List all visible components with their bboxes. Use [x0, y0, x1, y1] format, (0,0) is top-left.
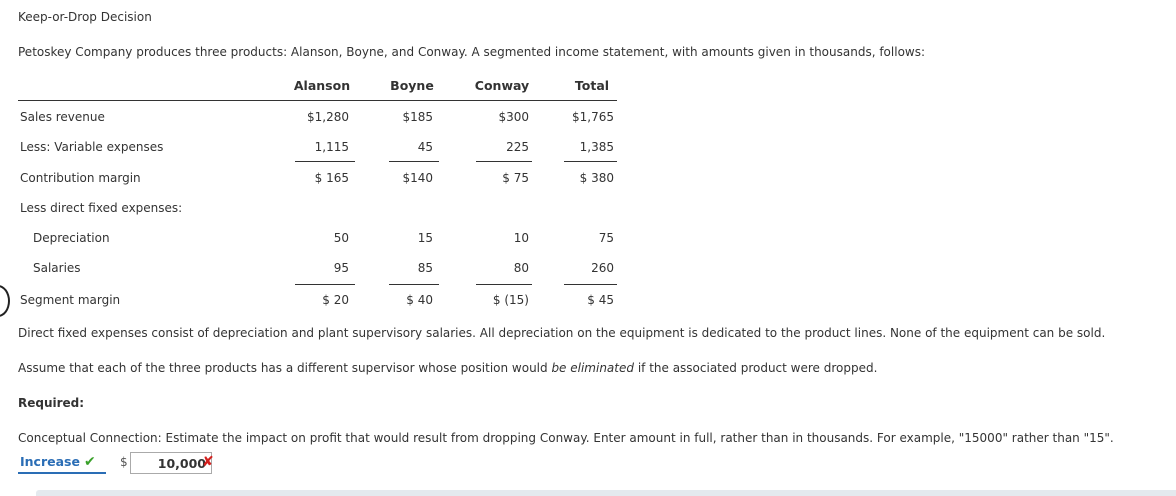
table-cell: 95	[333, 261, 349, 275]
paragraph-supervisor: Assume that each of the three products has a different supervisor whose position would be eliminated if the associated product were dropped.	[18, 361, 878, 375]
table-cell: 45	[417, 140, 433, 154]
table-cell: $1,765	[572, 110, 614, 124]
table-cell: $ 380	[579, 171, 614, 185]
page-title: Keep-or-Drop Decision	[18, 10, 152, 24]
currency-symbol: $	[120, 455, 128, 469]
col-header-boyne: Boyne	[390, 78, 434, 93]
table-cell: 10	[513, 231, 529, 245]
feedback-panel-edge	[36, 490, 1176, 496]
table-cell: 1,115	[314, 140, 349, 154]
row-label-sales-revenue: Sales revenue	[20, 110, 105, 124]
header-divider	[18, 100, 617, 101]
table-cell: $1,280	[307, 110, 349, 124]
table-cell: $300	[498, 110, 529, 124]
subtotal-underline	[564, 161, 617, 162]
subtotal-underline	[295, 284, 355, 285]
subtotal-underline	[476, 284, 532, 285]
table-cell: $ (15)	[492, 293, 529, 307]
x-icon: ✘	[202, 454, 214, 470]
table-cell: 85	[417, 261, 433, 275]
check-icon: ✔	[84, 454, 96, 470]
table-cell: 75	[598, 231, 614, 245]
table-cell: 80	[513, 261, 529, 275]
paragraph-fixed-expenses: Direct fixed expenses consist of depreciation and plant supervisory salaries. All depreciation on the equipment is dedicated to the product lines. None of the equipment can be sold.	[18, 326, 1106, 340]
cursor-marker-circle	[0, 285, 10, 317]
intro-text: Petoskey Company produces three products: Alanson, Boyne, and Conway. A segmented income statement, with amounts given in thousands, follows:	[18, 45, 926, 59]
table-cell: $140	[402, 171, 433, 185]
table-cell: 260	[591, 261, 614, 275]
table-cell: $185	[402, 110, 433, 124]
col-header-alanson: Alanson	[293, 78, 351, 93]
impact-direction-select[interactable]: Increase	[18, 452, 106, 474]
table-cell: 15	[417, 231, 433, 245]
table-cell: $ 20	[322, 293, 349, 307]
required-heading: Required:	[18, 396, 85, 410]
subtotal-underline	[476, 161, 532, 162]
impact-amount-input[interactable]	[130, 452, 212, 474]
row-label-depreciation: Depreciation	[33, 231, 110, 245]
row-label-direct-fixed-expenses: Less direct fixed expenses:	[20, 201, 183, 215]
row-label-salaries: Salaries	[33, 261, 81, 275]
subtotal-underline	[389, 284, 439, 285]
table-cell: 50	[333, 231, 349, 245]
question-text: Conceptual Connection: Estimate the impact on profit that would result from dropping Conway. Enter amount in full, rather than in thousands. For example, "15000" rather than "15".	[18, 431, 1114, 445]
subtotal-underline	[564, 284, 617, 285]
table-cell: $ 40	[406, 293, 433, 307]
col-header-total: Total	[574, 78, 610, 93]
subtotal-underline	[295, 161, 355, 162]
table-cell: $ 165	[314, 171, 349, 185]
subtotal-underline	[389, 161, 439, 162]
table-cell: 1,385	[579, 140, 614, 154]
row-label-variable-expenses: Less: Variable expenses	[20, 140, 164, 154]
table-cell: 225	[506, 140, 529, 154]
table-cell: $ 75	[502, 171, 529, 185]
col-header-conway: Conway	[474, 78, 530, 93]
row-label-segment-margin: Segment margin	[20, 293, 121, 307]
table-cell: $ 45	[587, 293, 614, 307]
row-label-contribution-margin: Contribution margin	[20, 171, 141, 185]
